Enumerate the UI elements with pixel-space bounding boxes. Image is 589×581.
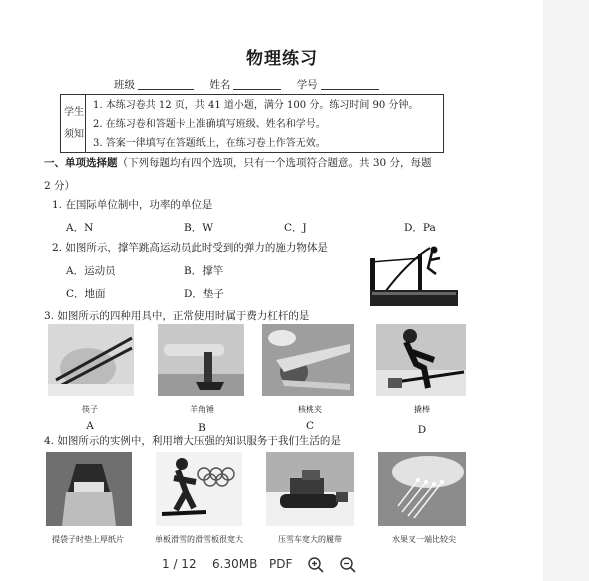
claw-hammer-image	[158, 324, 244, 396]
page-indicator[interactable]: 1 / 12	[162, 557, 197, 571]
nutcracker-image	[262, 324, 354, 396]
chopsticks-image	[48, 324, 134, 396]
class-label: 班级	[114, 79, 135, 91]
notice-label-line2: 须知	[64, 129, 84, 140]
q3-caption: 撬棒	[414, 405, 430, 414]
file-type: PDF	[269, 557, 293, 571]
scrollbar[interactable]	[543, 0, 589, 581]
q4-stem: 4. 如图所示的实例中，利用增大压强的知识服务于我们生活的是	[44, 435, 341, 447]
q3-letter: D	[417, 424, 427, 436]
notice-item: 2. 在练习卷和答题卡上准确填写班级、姓名和学号。	[93, 119, 326, 130]
q3-caption: 筷子	[82, 405, 98, 414]
q1-option-a: A．N	[66, 222, 94, 234]
q1-option-b: B．W	[184, 222, 214, 234]
q2-option-b: B．撑竿	[184, 265, 224, 277]
q4-caption: 单板滑雪的滑雪板很宽大	[155, 535, 243, 544]
name-label: 姓名	[209, 79, 231, 91]
q3-stem: 3. 如图所示的四种用具中，正常使用时属于费力杠杆的是	[44, 310, 310, 322]
q4-caption: 提袋子时垫上厚纸片	[52, 535, 124, 544]
section1-heading: 一、单项选择题	[44, 157, 118, 169]
notice-label	[61, 95, 86, 152]
q4-caption: 压雪车宽大的履带	[278, 535, 342, 544]
section1-desc: （下列每题均有四个选项，只有一个选项符合题意。共 30 分，每题	[117, 157, 432, 169]
q1-option-d: D．Pa	[404, 222, 436, 234]
notice-label-line1: 学生	[64, 107, 84, 118]
name-blank	[233, 79, 281, 90]
q2-stem: 2. 如图所示，撑竿跳高运动员此时受到的弹力的施力物体是	[52, 242, 328, 254]
file-size: 6.30MB	[212, 557, 258, 571]
pole-vault-image	[370, 244, 458, 306]
snow-groomer-image	[266, 452, 354, 526]
notice-items	[93, 97, 418, 154]
q3-caption: 羊角锤	[190, 405, 214, 414]
crowbar-image	[376, 324, 466, 396]
zoom-in-icon[interactable]	[306, 555, 326, 575]
q4-caption: 水果叉一端比较尖	[392, 535, 456, 544]
notice-item: 1. 本练习卷共 12 页，共 41 道小题，满分 100 分。练习时间 90 分钟。	[93, 100, 419, 111]
fruit-fork-image	[378, 452, 466, 526]
q3-letter: A	[86, 420, 94, 432]
q3-letter: C	[305, 420, 315, 432]
section1-desc-line2: 2 分）	[44, 180, 76, 192]
q3-letter: B	[198, 422, 206, 434]
document-page	[26, 0, 538, 550]
q1-stem: 1. 在国际单位制中，功率的单位是	[52, 199, 213, 211]
bag-paper-image	[46, 452, 132, 526]
q2-option-d: D．垫子	[184, 288, 224, 300]
student-info-fields	[114, 77, 391, 92]
snowboard-image	[156, 452, 242, 526]
q2-option-a: A．运动员	[66, 265, 116, 277]
section1-heading-line	[44, 155, 432, 170]
q3-caption: 核桃夹	[298, 405, 322, 414]
page-title: 物理练习	[246, 49, 318, 69]
student-number-blank	[321, 79, 379, 90]
zoom-out-icon[interactable]	[338, 555, 358, 575]
q1-option-c: C．J	[284, 222, 307, 234]
notice-box	[60, 94, 444, 153]
class-blank	[138, 79, 194, 90]
student-number-label: 学号	[296, 79, 318, 91]
q2-option-c: C．地面	[66, 288, 106, 300]
notice-item: 3. 答案一律填写在答题纸上，在练习卷上作答无效。	[93, 138, 326, 149]
